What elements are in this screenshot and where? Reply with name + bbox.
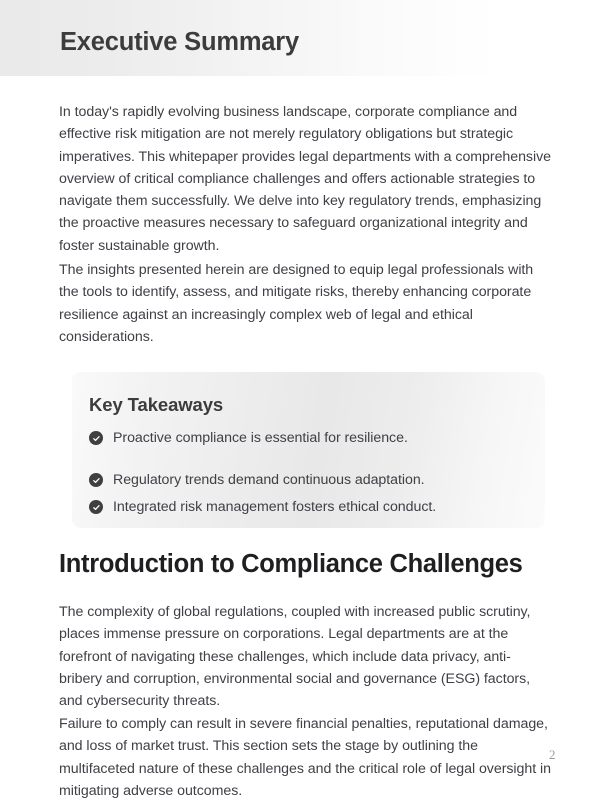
check-circle-icon [89, 473, 103, 487]
list-item-label: Regulatory trends demand continuous adaptation. [113, 472, 425, 488]
list-item-label: Integrated risk management fosters ethical conduct. [113, 499, 437, 515]
paragraph-introduction-1: The complexity of global regulations, coupled with increased public scrutiny, places immense pressure on corporations. Legal departments are at the forefront of navigating these challenges, which include data privacy, anti-bribery and corruption, environmental social and governance (ESG) factors, and cybersecurity threats. [59, 604, 531, 710]
list-item [89, 470, 425, 490]
callout-title: Key Takeaways [89, 394, 224, 415]
list-item [89, 428, 408, 448]
check-circle-icon [89, 500, 103, 514]
paragraph-executive-summary-2: The insights presented herein are designed to equip legal professionals with the tools to identify, assess, and mitigate risks, thereby enhancing corporate resilience against an increasingly complex web of legal and ethical considerations. [59, 262, 534, 345]
list-item [89, 497, 436, 517]
paragraph-introduction-2: Failure to comply can result in severe financial penalties, reputational damage, and loss of market trust. This section sets the stage by outlining the multifaceted nature of these challenges and the critical role of legal oversight in mitigating adverse outcomes. [59, 716, 551, 799]
page-number: 2 [549, 747, 556, 762]
list-item-label: Proactive compliance is essential for resilience. [113, 430, 408, 446]
section-heading-introduction: Introduction to Compliance Challenges [59, 550, 523, 578]
key-takeaways-callout [72, 372, 545, 528]
check-circle-icon [89, 431, 103, 445]
section-header-band [0, 0, 497, 76]
paragraph-executive-summary-1: In today's rapidly evolving business landscape, corporate compliance and effective risk mitigation are not merely regulatory obligations but strategic imperatives. This whitepaper provides legal departments with a comprehensive overview of critical compliance challenges and offers actionable strategies to navigate them successfully. We delve into key regulatory trends, emphasizing the proactive measures necessary to safeguard organizational integrity and foster sustainable growth. [59, 104, 551, 254]
page-title: Executive Summary [60, 28, 299, 56]
